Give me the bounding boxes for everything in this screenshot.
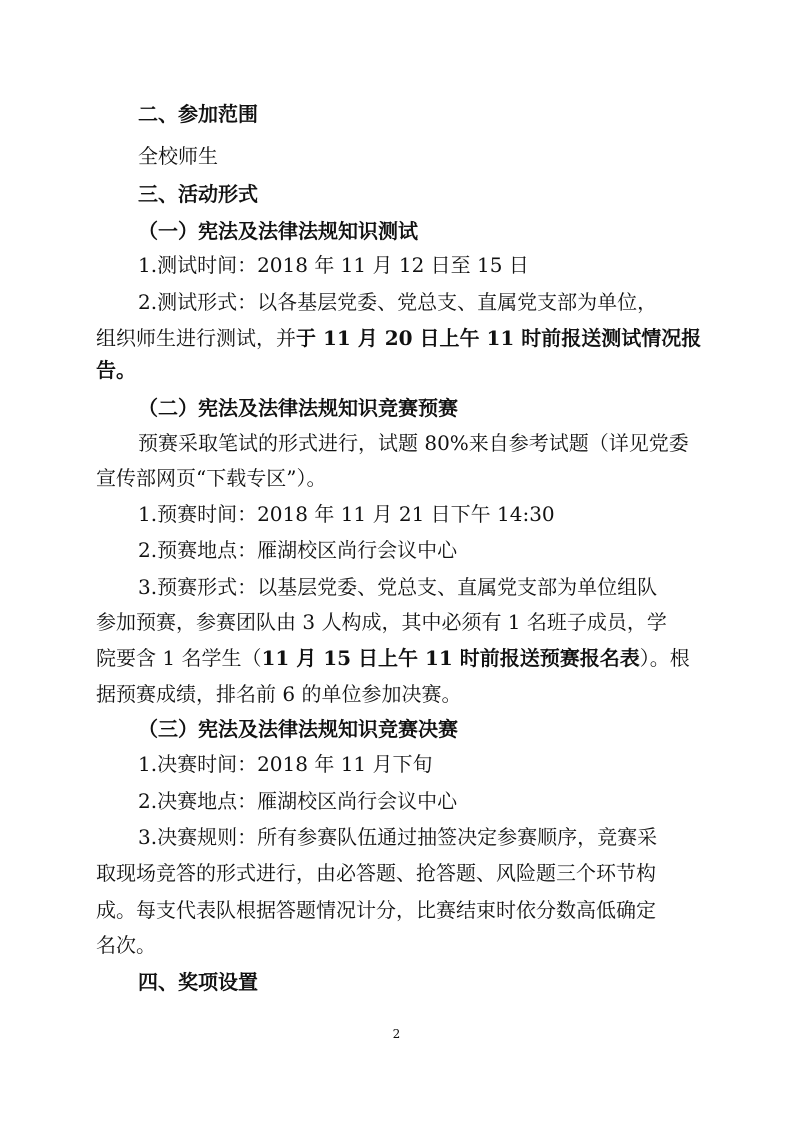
part-3-item-2: 2.决赛地点：雁湖校区尚行会议中心 bbox=[138, 789, 458, 813]
part-2-item-1: 1.预赛时间：2018 年 11 月 21 日下午 14:30 bbox=[138, 502, 555, 526]
part-3-item-3-line-1: 3.决赛规则：所有参赛队伍通过抽签决定参赛顺序，竞赛采 bbox=[138, 825, 658, 849]
part-1-heading: （一）宪法及法律法规知识测试 bbox=[138, 219, 418, 243]
part-1-item-2-line-3: 告。 bbox=[96, 358, 136, 382]
part-2-intro-line-2: 宣传部网页“下载专区”）。 bbox=[96, 466, 327, 490]
part-1-item-2-bold: 于 11 月 20 日上午 11 时前报送测试情况报 bbox=[296, 326, 702, 350]
part-2-item-3-line-2: 参加预赛，参赛团队由 3 人构成，其中必须有 1 名班子成员，学 bbox=[96, 610, 667, 634]
part-3-item-3-line-4: 名次。 bbox=[96, 933, 156, 957]
part-1-item-2-plain: 组织师生进行测试，并 bbox=[96, 326, 296, 350]
part-3-item-1: 1.决赛时间：2018 年 11 月下旬 bbox=[138, 752, 433, 776]
section-4-heading: 四、奖项设置 bbox=[138, 970, 258, 994]
part-2-item-3-line-4: 据预赛成绩，排名前 6 的单位参加决赛。 bbox=[96, 682, 462, 706]
part-2-intro-line-1: 预赛采取笔试的形式进行，试题 80%来自参考试题（详见党委 bbox=[138, 431, 689, 455]
part-2-item-3-end: ）。根 bbox=[639, 646, 690, 670]
part-3-item-3-line-2: 取现场竞答的形式进行，由必答题、抢答题、风险题三个环节构 bbox=[96, 861, 656, 885]
part-2-item-3-bold: 11 月 15 日上午 11 时前报送预赛报名表 bbox=[261, 646, 640, 670]
part-1-item-1: 1.测试时间：2018 年 11 月 12 日至 15 日 bbox=[138, 253, 529, 277]
part-2-item-3-line-3 bbox=[96, 645, 690, 671]
part-2-heading: （二）宪法及法律法规知识竞赛预赛 bbox=[138, 396, 458, 420]
part-3-heading: （三）宪法及法律法规知识竞赛决赛 bbox=[138, 717, 458, 741]
part-1-item-2-line-1: 2.测试形式：以各基层党委、党总支、直属党支部为单位， bbox=[138, 290, 658, 314]
part-2-item-2: 2.预赛地点：雁湖校区尚行会议中心 bbox=[138, 538, 458, 562]
section-2-body: 全校师生 bbox=[138, 144, 218, 168]
section-2-heading: 二、参加范围 bbox=[138, 102, 258, 126]
section-3-heading: 三、活动形式 bbox=[138, 182, 258, 206]
part-3-item-3-line-3: 成。每支代表队根据答题情况计分，比赛结束时依分数高低确定 bbox=[96, 898, 656, 922]
part-1-item-2-line-2 bbox=[96, 325, 701, 351]
part-2-item-3-plain: 院要含 1 名学生（ bbox=[96, 646, 262, 670]
page-number: 2 bbox=[392, 1027, 401, 1041]
part-2-item-3-line-1: 3.预赛形式：以基层党委、党总支、直属党支部为单位组队 bbox=[138, 575, 658, 599]
